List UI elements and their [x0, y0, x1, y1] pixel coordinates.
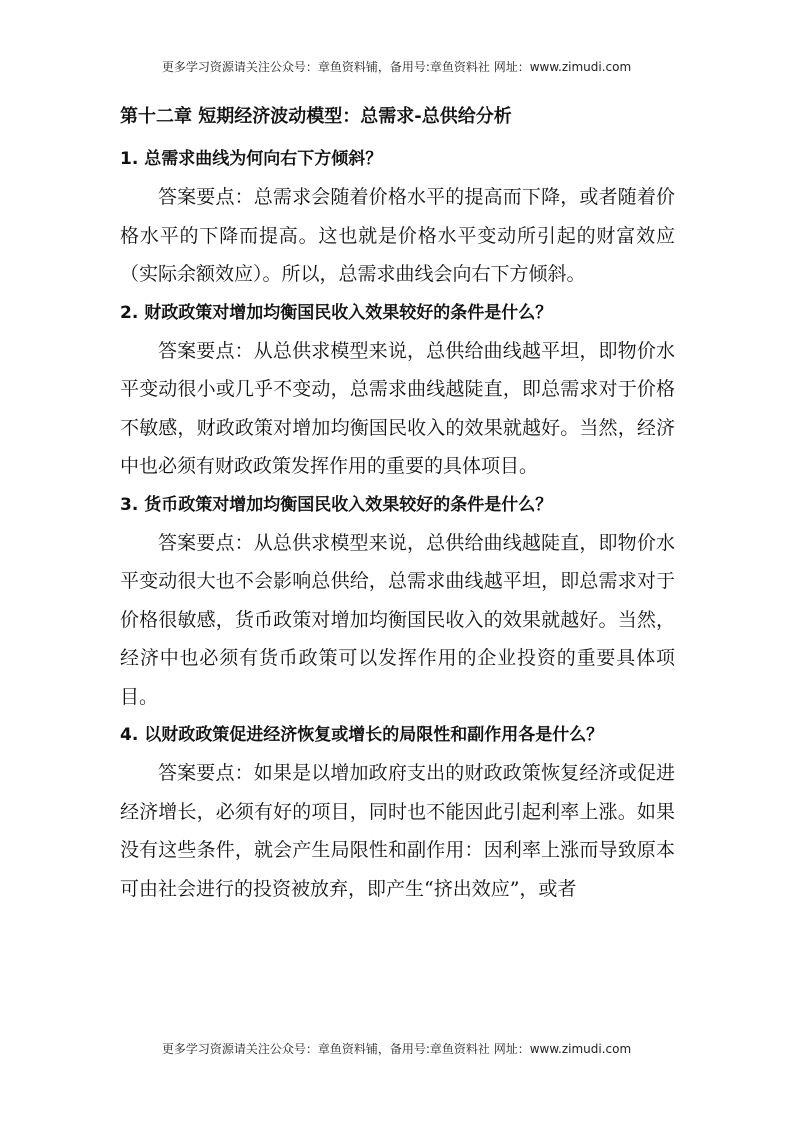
question-3: 3. 货币政策对增加均衡国民收入效果较好的条件是什么？: [120, 494, 553, 515]
question-2: 2. 财政政策对增加均衡国民收入效果较好的条件是什么？: [120, 302, 553, 323]
answer-2: 答案要点：从总供求模型来说，总供给曲线越平坦，即物价水平变动很小或几乎不变动，总需求曲线越陡直，即总需求对于价格不敏感，财政政策对增加均衡国民收入的效果就越好。当然，经济中也必须有财政政策发挥作用的重要的具体项目。: [120, 339, 675, 477]
page-footer: 更多学习资源请关注公众号：章鱼资料铺，备用号:章鱼资料社 网址：www.zimudi.com: [161, 1042, 632, 1056]
question-4: 4. 以财政政策促进经济恢复或增长的局限性和副作用各是什么？: [120, 725, 604, 745]
answer-4: 答案要点：如果是以增加政府支出的财政政策恢复经济或促进经济增长，必须有好的项目，同时也不能因此引起利率上涨。如果没有这些条件，就会产生局限性和副作用：因利率上涨而导致原本可由社会进行的投资被放弃，即产生“挤出效应”，或者: [120, 762, 675, 900]
document-body: [120, 100, 675, 908]
answer-3: 答案要点：从总供求模型来说，总供给曲线越陡直，即物价水平变动很大也不会影响总供给，总需求曲线越平坦，即总需求对于价格很敏感，货币政策对增加均衡国民收入的效果就越好。当然，经济中也必须有货币政策可以发挥作用的企业投资的重要具体项目。: [120, 531, 675, 708]
answer-1: 答案要点：总需求会随着价格水平的提高而下降，或者随着价格水平的下降而提高。这也就是价格水平变动所引起的财富效应（实际余额效应）。所以，总需求曲线会向右下方倾斜。: [120, 186, 675, 285]
question-1: 1. 总需求曲线为何向右下方倾斜？: [120, 149, 383, 169]
page-header: 更多学习资源请关注公众号：章鱼资料铺，备用号:章鱼资料社 网址：www.zimudi.com: [161, 60, 632, 74]
chapter-title: 第十二章 短期经济波动模型：总需求-总供给分析: [120, 106, 512, 127]
